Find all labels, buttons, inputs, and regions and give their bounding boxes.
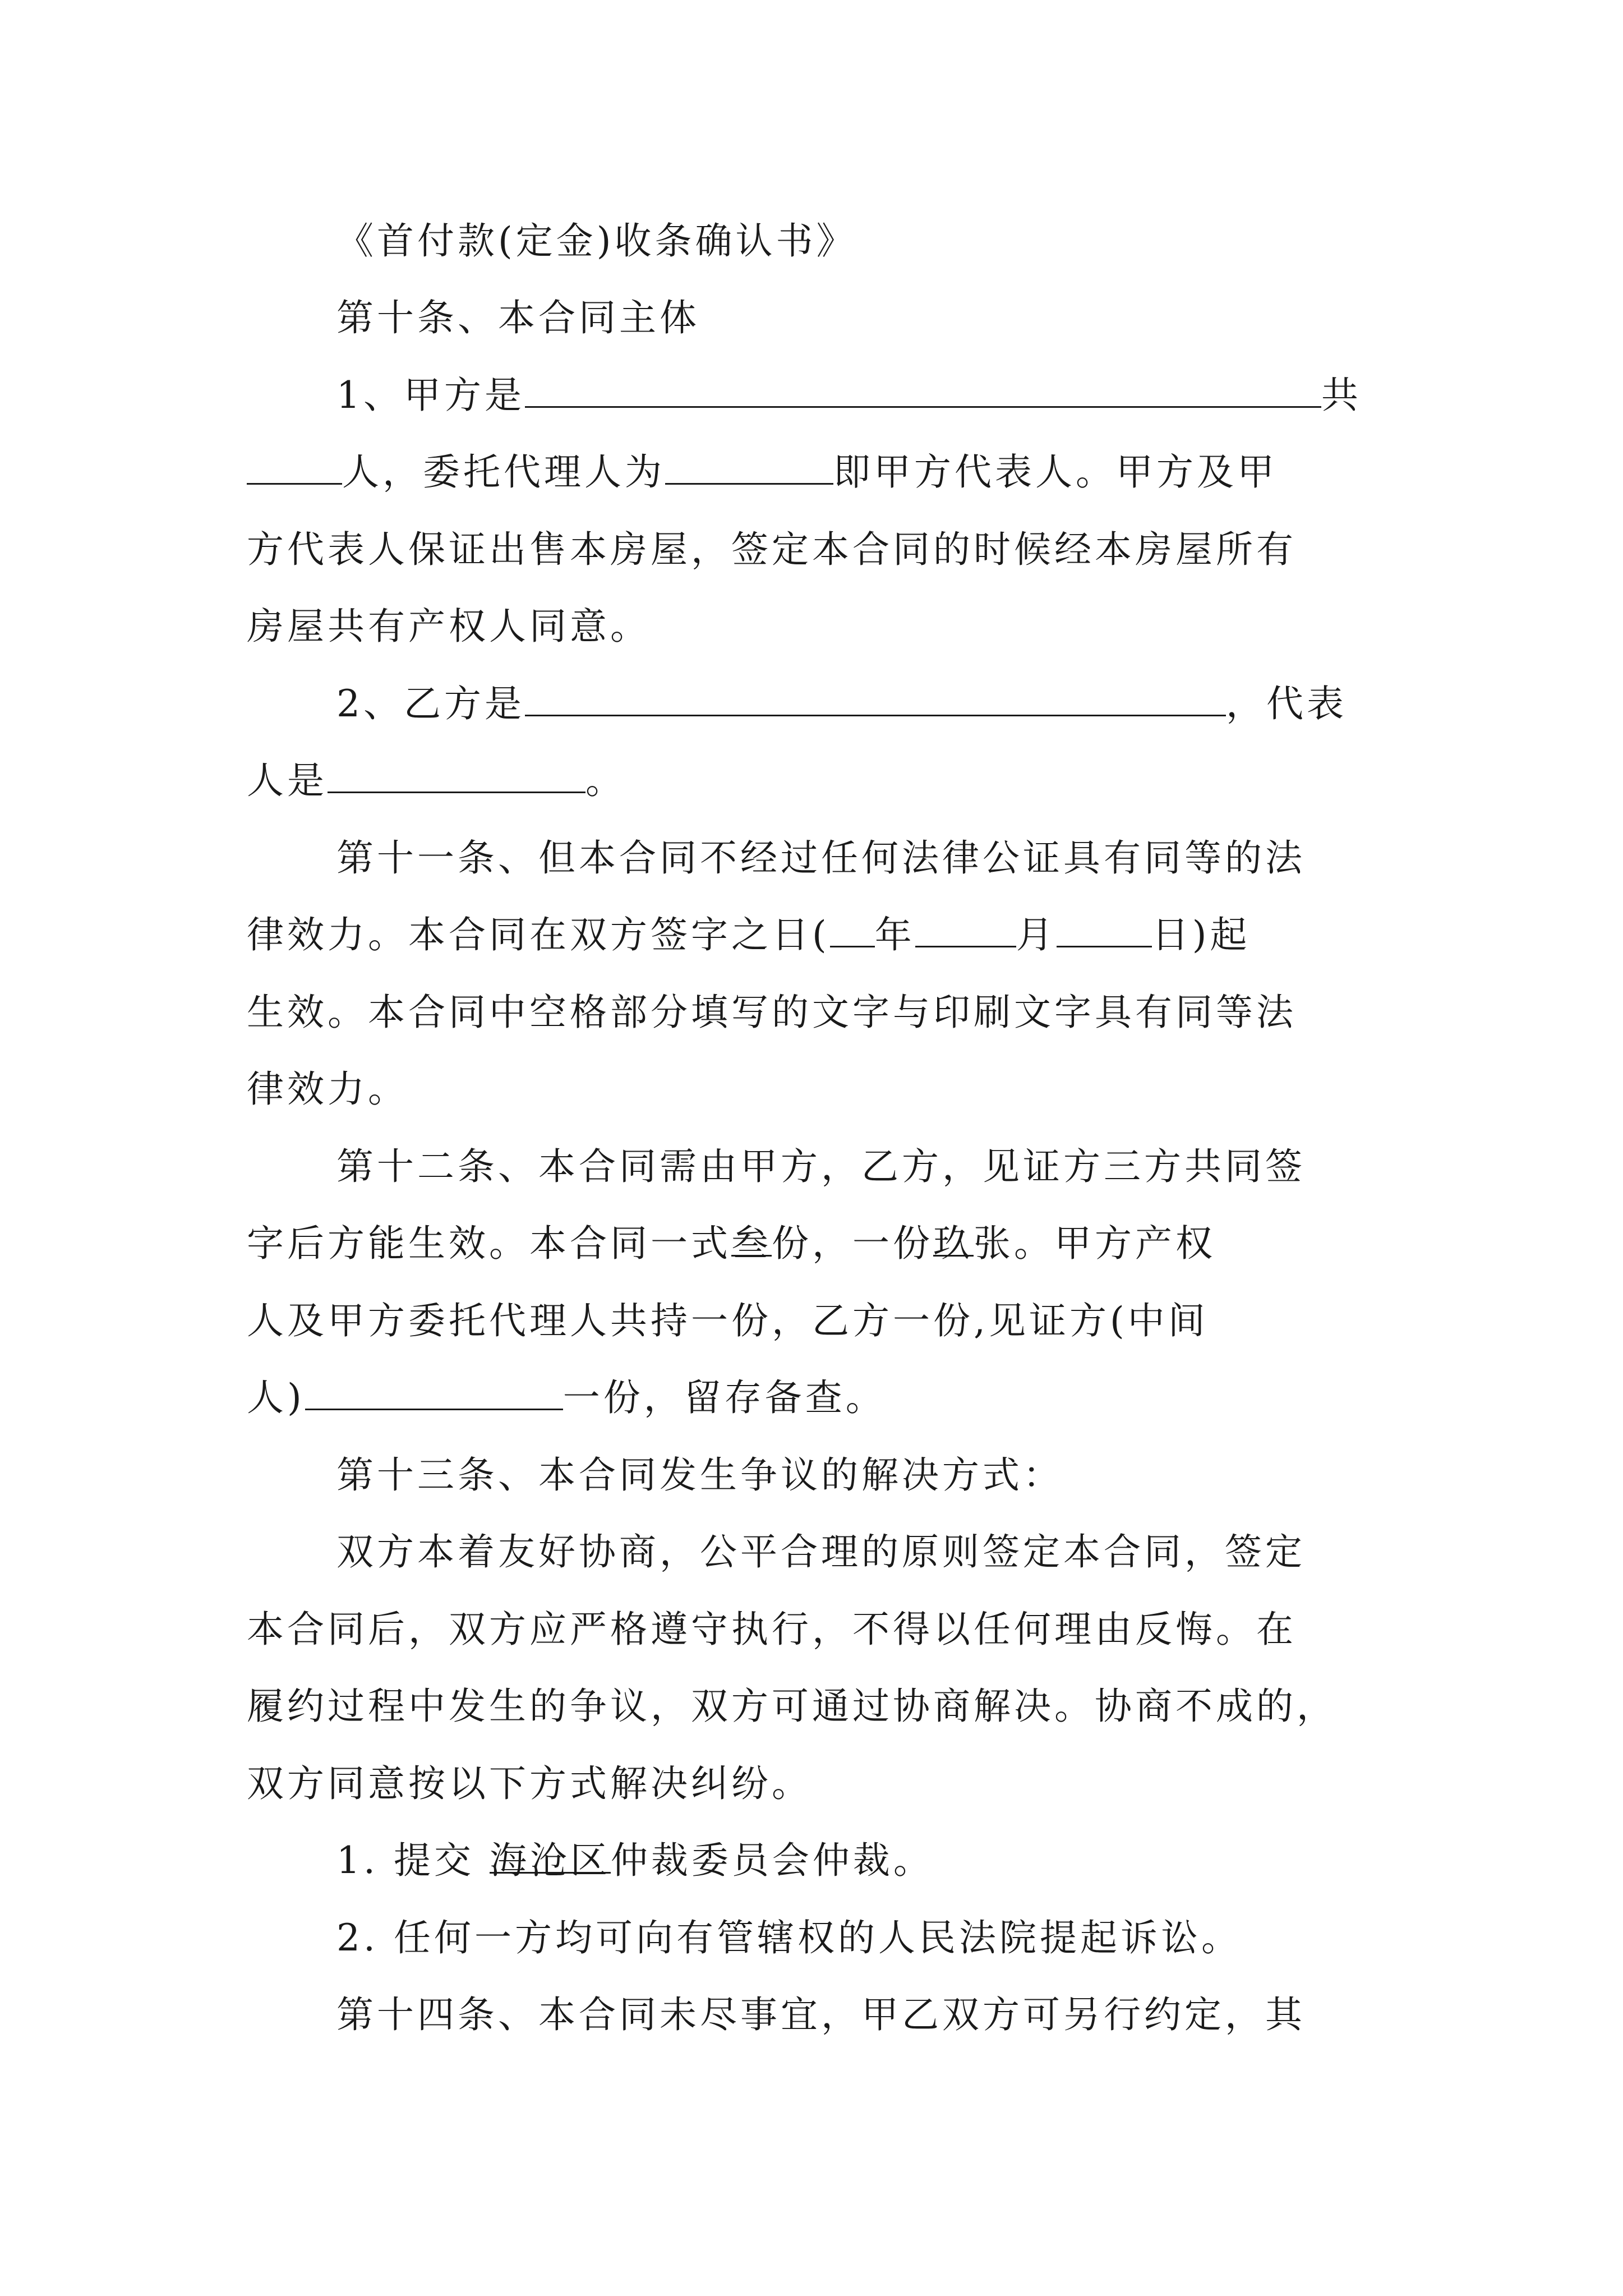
intermediary-blank <box>305 1376 563 1410</box>
article-10-item-1-line-3: 方代表人保证出售本房屋，签定本合同的时候经本房屋所有 <box>247 528 1297 571</box>
article-11-line-4: 律效力。 <box>247 1068 408 1111</box>
article-12-line-2 <box>247 1221 1391 1266</box>
article-13-paragraph-line-3: 履约过程中发生的争议，双方可通过协商解决。协商不成的， <box>247 1685 1337 1728</box>
option-1-suffix: 仲裁委员会仲裁。 <box>610 1839 934 1882</box>
article-13-heading: 第十三条、本合同发生争议的解决方式： <box>336 1453 1063 1497</box>
party-a-count-blank <box>247 450 342 485</box>
party-a-count-label: 共 <box>1321 374 1362 417</box>
month-label: 月 <box>1016 913 1057 956</box>
article-12-line-3: 人及甲方委托代理人共持一份，乙方一份,见证方(中间 <box>247 1299 1209 1342</box>
pages-value: 玖 <box>933 1222 974 1265</box>
option-1-prefix: 1. 提交 <box>336 1839 490 1882</box>
article-14-line-1: 第十四条、本合同未尽事宜，甲乙双方可另行约定，其 <box>336 1993 1306 2036</box>
party-b-label: 2、乙方是 <box>336 682 525 725</box>
article-11-line-3: 生效。本合同中空格部分填写的文字与印刷文字具有同等法 <box>247 991 1297 1034</box>
year-label: 年 <box>874 913 915 956</box>
copies-value: 叁 <box>731 1222 772 1265</box>
pages-suffix: 张。甲方产权 <box>974 1222 1216 1265</box>
day-blank <box>1057 913 1152 947</box>
year-blank <box>830 913 875 947</box>
article-13-paragraph-line-4: 双方同意按以下方式解决纠纷。 <box>247 1762 812 1805</box>
article-10-heading: 第十条、本合同主体 <box>336 296 700 339</box>
arbitration-location: 海沧区 <box>489 1839 611 1882</box>
article-10-item-2-line-1 <box>336 682 1391 726</box>
effective-date-text: 律效力。本合同在双方签字之日( <box>247 913 830 956</box>
archive-text: 一份，留存备查。 <box>562 1376 886 1419</box>
article-10-item-1-line-2 <box>247 450 1391 495</box>
party-a-blank <box>525 374 1321 408</box>
pages-text: 份，一份 <box>772 1222 933 1265</box>
month-blank <box>915 913 1016 947</box>
article-12-line-4 <box>247 1375 1391 1420</box>
party-a-label: 1、甲方是 <box>336 374 525 417</box>
document-title: 《首付款(定金)收条确认书》 <box>336 219 857 263</box>
article-11-line-1: 第十一条、但本合同不经过任何法律公证具有同等的法 <box>336 836 1306 880</box>
representative-text: 即甲方代表人。甲方及甲 <box>833 450 1278 494</box>
dispute-option-1 <box>336 1838 1481 1883</box>
party-b-representative-label: ，代表 <box>1226 682 1347 725</box>
representative-label: 人是 <box>247 759 328 802</box>
day-label: 日)起 <box>1151 913 1251 956</box>
agent-blank <box>665 450 833 485</box>
agent-label: 人，委托代理人为 <box>342 450 665 494</box>
article-12-line-1: 第十二条、本合同需由甲方，乙方，见证方三方共同签 <box>336 1145 1306 1188</box>
intermediary-label: 人) <box>247 1376 305 1419</box>
article-13-paragraph-line-2: 本合同后，双方应严格遵守执行，不得以任何理由反悔。在 <box>247 1608 1297 1651</box>
party-b-representative-blank <box>328 759 585 793</box>
party-b-blank <box>525 682 1226 716</box>
dispute-option-2: 2. 任何一方均可向有管辖权的人民法院提起诉讼。 <box>336 1916 1242 1959</box>
article-10-item-2-line-2 <box>247 758 1391 803</box>
period: 。 <box>585 759 626 802</box>
article-11-line-2 <box>247 913 1391 958</box>
article-10-item-1-line-1 <box>336 373 1391 418</box>
copies-text: 字后方能生效。本合同一式 <box>247 1222 731 1265</box>
article-10-item-1-line-4: 房屋共有产权人同意。 <box>247 605 651 648</box>
article-13-paragraph-line-1: 双方本着友好协商，公平合理的原则签定本合同，签定 <box>336 1530 1306 1573</box>
